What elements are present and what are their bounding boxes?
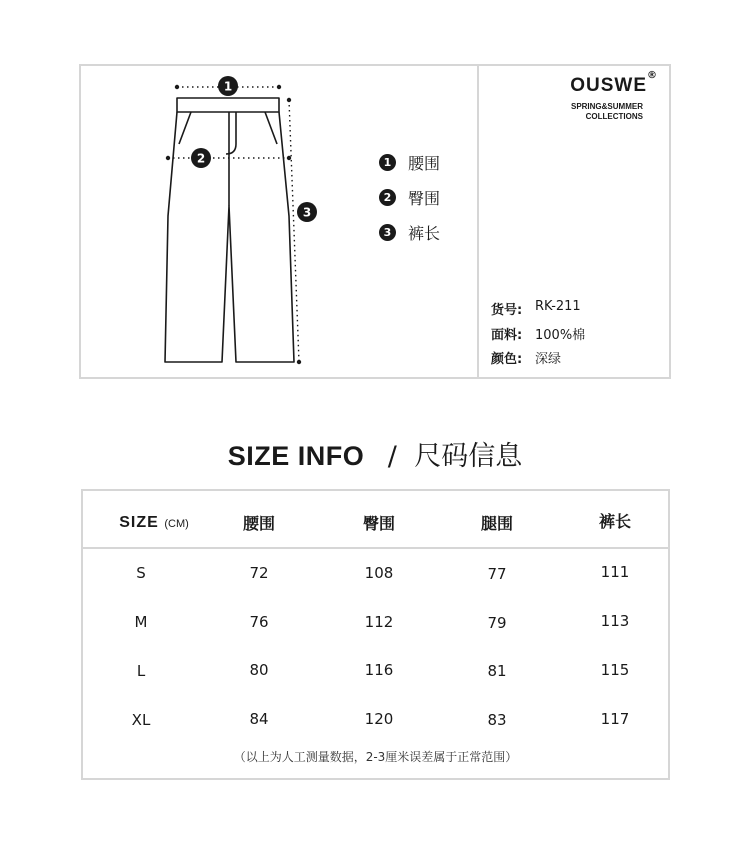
title-separator: / [387,441,397,472]
table-cell-thigh: 79 [487,614,507,632]
table-header-size [99,512,209,532]
table-cell-length: 115 [600,661,630,679]
legend-item-hip [379,186,440,209]
table-cell-hip: 120 [364,710,394,728]
table-cell-length: 111 [600,563,630,581]
table-cell-size: L [136,662,146,680]
legend-item-waist [379,151,440,174]
header-divider [83,547,668,549]
size-table [81,489,670,780]
table-cell-thigh: 83 [487,711,507,729]
length-dot-bottom [297,360,301,364]
spec-key: 货号: [491,303,523,318]
title-english: SIZE INFO [227,441,365,471]
marker-2-label: 2 [196,151,206,166]
table-cell-size: S [136,564,146,582]
spec-value: 100%棉 [535,328,586,343]
measurement-note: （以上为人工测量数据，2-3厘米误差属于正常范围） [233,750,518,764]
length-dot-top [287,98,291,102]
table-cell-hip: 108 [364,564,394,582]
table-cell-thigh: 77 [487,565,507,583]
brand-subtitle-line2: COLLECTIONS [585,112,643,121]
header-size-label: SIZE [119,514,159,531]
spec-value: RK-211 [535,299,581,314]
hip-dot-right [287,156,291,160]
table-cell-length: 113 [600,612,630,630]
length-measure-line [289,100,299,362]
legend-number: 3 [379,224,396,241]
table-header-length: 裤长 [598,512,631,531]
waistband [177,98,279,112]
table-header-waist: 腰围 [242,514,275,533]
table-cell-size: XL [131,711,151,729]
size-info-title [0,434,750,473]
waist-dot-right [277,85,281,89]
panel-divider [477,66,479,377]
hip-dot-left [166,156,170,160]
spec-fabric [491,324,585,343]
title-chinese: 尺码信息 [414,441,523,472]
brand-subtitle-line1: SPRING&SUMMER [570,102,643,111]
legend-number: 1 [379,154,396,171]
header-unit-label: (CM) [164,518,189,530]
left-pocket [179,112,191,144]
table-header-hip: 臀围 [362,514,395,533]
table-cell-waist: 84 [249,710,269,728]
table-cell-waist: 72 [249,564,269,582]
registered-mark: ® [647,70,657,81]
product-diagram-panel [79,64,671,379]
spec-key: 面料: [491,328,523,343]
table-cell-hip: 112 [364,613,394,631]
legend-number: 2 [379,189,396,206]
spec-color [491,348,561,367]
table-cell-length: 117 [600,710,630,728]
table-cell-size: M [134,613,148,631]
legend-label: 臀围 [408,189,441,208]
right-pocket [265,112,277,144]
marker-3-label: 3 [302,205,312,220]
spec-key: 颜色: [491,352,523,367]
table-cell-waist: 80 [249,661,269,679]
legend-label: 腰围 [408,154,441,173]
spec-value: 深绿 [535,352,562,367]
fly-stitch [226,112,236,154]
table-cell-hip: 116 [364,661,394,679]
table-header-thigh: 腿围 [480,514,513,533]
table-cell-thigh: 81 [487,662,507,680]
marker-1-label: 1 [223,79,233,94]
legend-label: 裤长 [408,224,441,243]
spec-item-number [491,299,581,318]
brand-logo: OUSWE [570,75,647,96]
legend-item-length [379,221,440,244]
waist-dot-left [175,85,179,89]
table-cell-waist: 76 [249,613,269,631]
